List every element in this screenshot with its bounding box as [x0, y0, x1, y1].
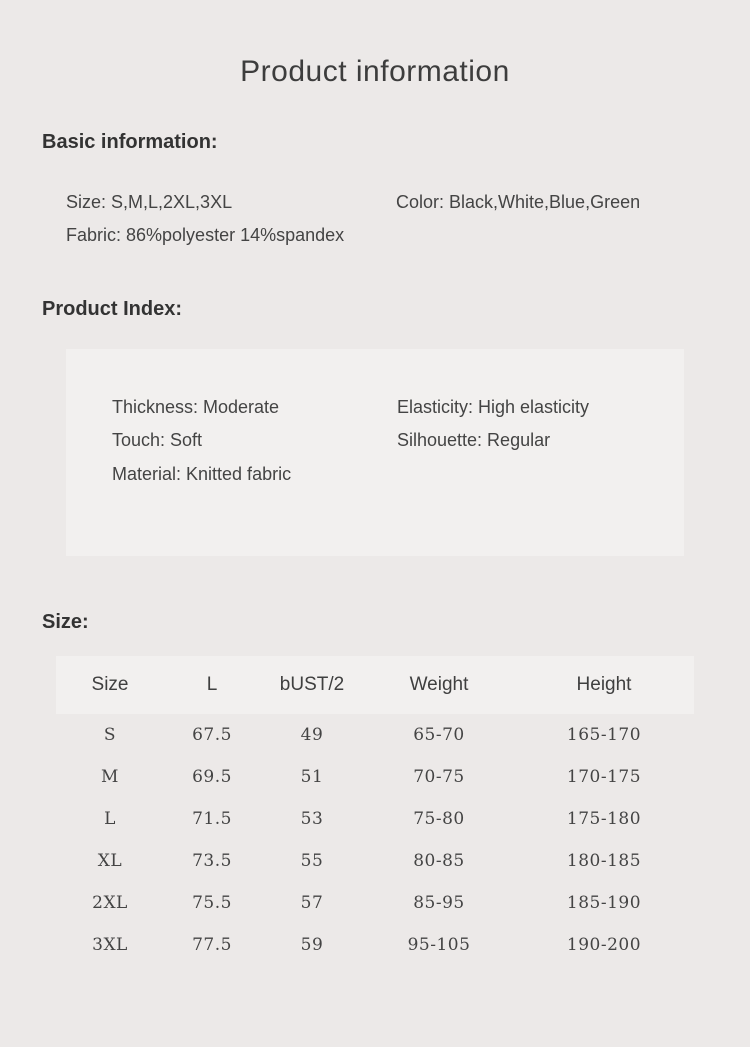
size-table-header-row [56, 656, 694, 714]
basic-information-heading: Basic information: [42, 131, 218, 153]
basic-color-value: Color: Black,White,Blue,Green [396, 192, 641, 212]
size-table-header-cell: Height [576, 673, 632, 695]
table-cell: 77.5 [192, 934, 232, 955]
table-cell: 190-200 [566, 934, 642, 955]
table-row [56, 714, 694, 756]
basic-row-fabric [66, 219, 750, 252]
table-cell: 95-105 [407, 934, 471, 955]
product-index-panel [66, 349, 684, 556]
table-row [56, 798, 694, 840]
basic-row-size-color [66, 186, 750, 219]
table-cell: 80-85 [413, 850, 465, 871]
size-table-header-cell: Size [91, 673, 129, 695]
product-index-heading: Product Index: [42, 297, 183, 320]
table-row [56, 882, 694, 924]
table-row [56, 756, 694, 798]
table-cell: 57 [300, 892, 324, 913]
table-cell: 3XL [92, 934, 128, 955]
basic-fabric-value: Fabric: 86%polyester 14%spandex [66, 225, 345, 246]
basic-row-fabric-spacer [396, 219, 750, 252]
table-cell: XL [97, 850, 123, 871]
size-table-header-cell: bUST/2 [279, 673, 345, 695]
index-material-value: Material: Knitted fabric [112, 463, 292, 484]
table-cell: 71.5 [192, 808, 232, 829]
table-cell: 55 [300, 850, 324, 871]
table-cell: 85-95 [413, 892, 465, 913]
index-touch-value: Touch: Soft [112, 430, 203, 451]
table-cell: 75-80 [413, 808, 465, 829]
table-cell: 165-170 [566, 724, 642, 745]
table-cell: 175-180 [566, 808, 642, 829]
index-row-material [112, 458, 684, 492]
table-cell: L [104, 808, 116, 829]
size-table-header-cell: Weight [409, 673, 469, 695]
table-cell: 59 [300, 934, 324, 955]
table-cell: 67.5 [192, 724, 232, 745]
index-row-material-spacer [397, 458, 684, 492]
size-heading: Size: [42, 610, 89, 633]
table-cell: M [101, 766, 119, 787]
page-title: Product information [240, 55, 510, 88]
index-thickness-value: Thickness: Moderate [112, 396, 280, 417]
size-table-header-cell: L [206, 673, 218, 695]
basic-information-block [0, 154, 750, 253]
size-table-head [56, 656, 694, 714]
index-silhouette-value: Silhouette: Regular [397, 430, 551, 451]
table-cell: 65-70 [413, 724, 465, 745]
size-table-body [56, 714, 694, 966]
basic-size-value: Size: S,M,L,2XL,3XL [66, 192, 233, 212]
table-cell: 49 [300, 724, 324, 745]
index-row-thickness-elasticity [112, 391, 684, 425]
table-cell: 51 [300, 766, 324, 787]
index-row-touch-silhouette [112, 424, 684, 458]
table-cell: 73.5 [192, 850, 232, 871]
table-cell: S [103, 724, 117, 745]
table-cell: 185-190 [566, 892, 642, 913]
table-cell: 69.5 [192, 766, 232, 787]
index-elasticity-value: Elasticity: High elasticity [397, 396, 590, 417]
table-cell: 70-75 [413, 766, 465, 787]
table-cell: 170-175 [566, 766, 642, 787]
table-cell: 2XL [92, 892, 128, 913]
table-cell: 53 [300, 808, 324, 829]
table-row [56, 924, 694, 966]
table-cell: 75.5 [192, 892, 232, 913]
table-cell: 180-185 [566, 850, 642, 871]
size-table [56, 656, 694, 966]
table-row [56, 840, 694, 882]
